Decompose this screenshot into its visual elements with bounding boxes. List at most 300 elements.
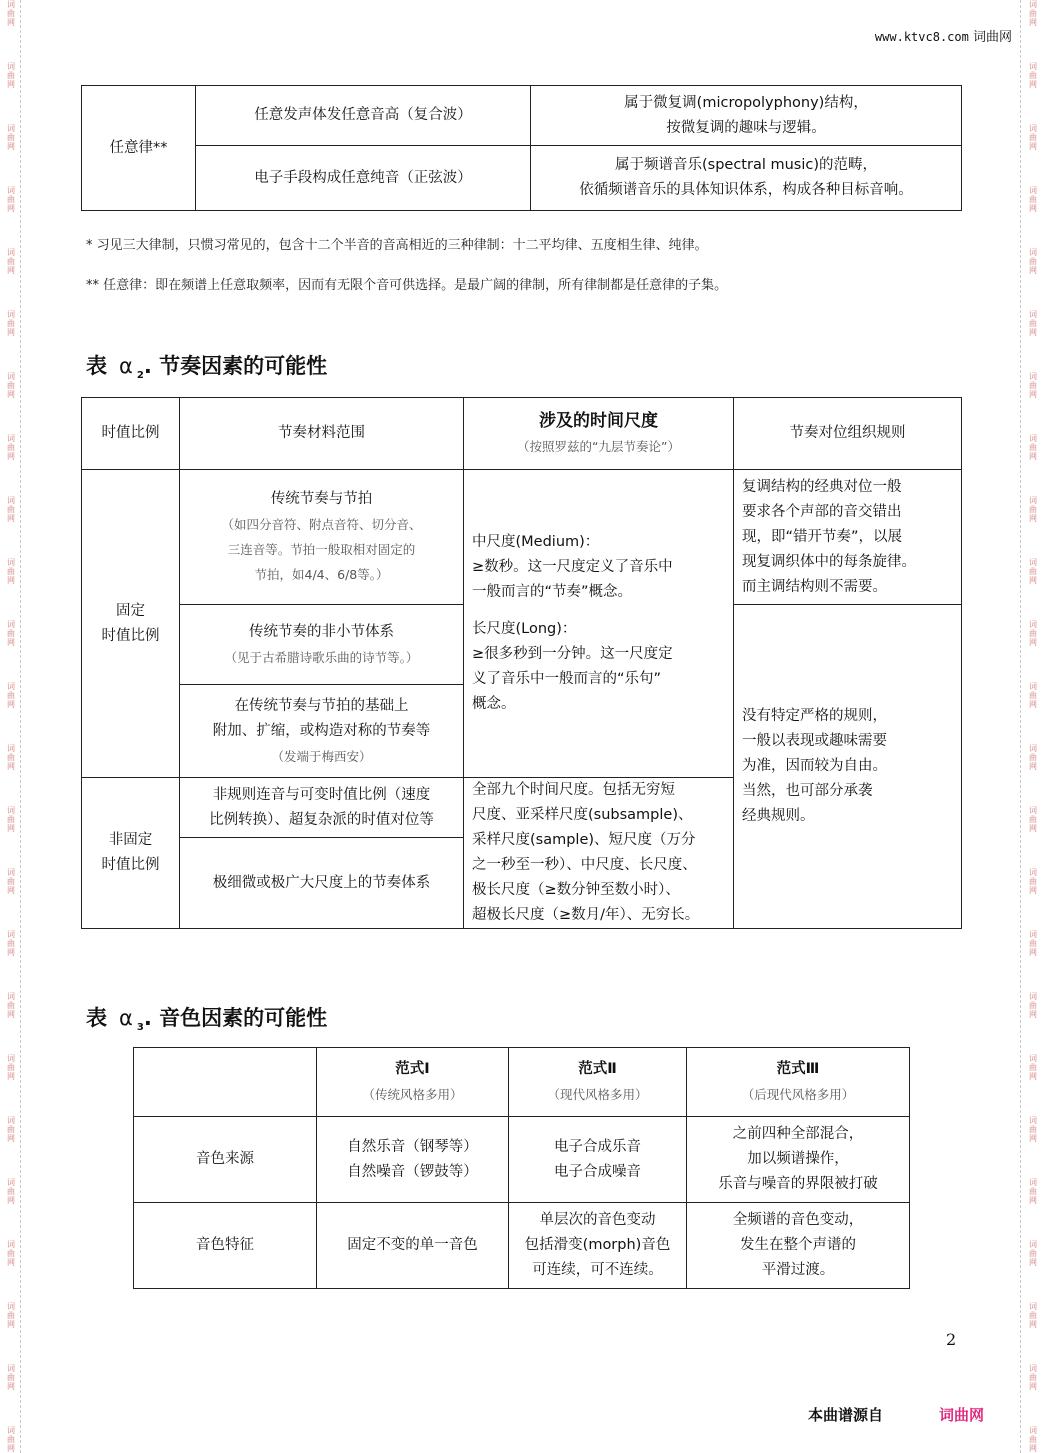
- watermark-group: [4, 0, 18, 62]
- watermark-char: 词: [7, 1302, 15, 1311]
- watermark-char: 网: [7, 328, 15, 337]
- watermark-char: 曲: [1029, 195, 1037, 204]
- watermark-group: [4, 186, 18, 248]
- watermark-char: 词: [1029, 248, 1037, 257]
- watermark-char: 曲: [1029, 1125, 1037, 1134]
- section-title-timbre: [86, 1002, 327, 1033]
- title-subscript: 2: [136, 370, 144, 382]
- table-cell: 电子手段构成任意纯音（正弦波）: [196, 146, 531, 211]
- watermark-char: 词: [7, 372, 15, 381]
- watermark-char: 词: [7, 868, 15, 877]
- title-text: . 节奏因素的可能性: [143, 354, 328, 378]
- watermark-char: 网: [7, 266, 15, 275]
- watermark-char: 曲: [1029, 567, 1037, 576]
- watermark-char: 词: [7, 434, 15, 443]
- watermark-group: [4, 124, 18, 186]
- watermark-char: 词: [1029, 682, 1037, 691]
- title-alpha: α: [119, 1006, 133, 1030]
- watermark-group: [4, 930, 18, 992]
- watermark-char: 曲: [1029, 1435, 1037, 1444]
- cell-line: 包括滑变(morph)音色: [524, 1237, 671, 1253]
- watermark-char: 网: [1029, 1010, 1037, 1019]
- title-alpha: α: [119, 354, 133, 378]
- material-extreme-scale: 极细微或极广大尺度上的节奏体系: [180, 838, 464, 929]
- watermark-char: 曲: [7, 1249, 15, 1258]
- cell-line: 可连续，可不连续。: [532, 1262, 663, 1278]
- time-scale-medium-long: [464, 470, 734, 778]
- cell-line: 全部九个时间尺度。包括无穷短: [472, 782, 675, 798]
- watermark-char: 词: [1029, 992, 1037, 1001]
- cell-line: 传统节奏的非小节体系: [249, 623, 394, 640]
- cell-line: 中尺度(Medium)：: [472, 534, 600, 550]
- cell-line: 乐音与噪音的界限被打破: [718, 1176, 878, 1192]
- watermark-group: [4, 1240, 18, 1302]
- watermark-char: 词: [1029, 806, 1037, 815]
- cell-line: 非固定: [108, 832, 153, 848]
- watermark-char: 曲: [1029, 1187, 1037, 1196]
- watermark-char: 曲: [1029, 505, 1037, 514]
- header-time-scale-note: （按照罗兹的“九层节奏论”）: [517, 438, 680, 454]
- cell-line: 属于频谱音乐(spectral music)的范畴，: [614, 157, 877, 173]
- watermark-char: 曲: [7, 567, 15, 576]
- watermark-char: 曲: [1029, 629, 1037, 638]
- watermark-group: [4, 1116, 18, 1178]
- watermark-group: [4, 1364, 18, 1426]
- source-label: 本曲谱源自: [808, 1406, 884, 1424]
- watermark-char: 词: [7, 1426, 15, 1435]
- watermark-group: [1026, 372, 1040, 434]
- watermark-char: 曲: [7, 319, 15, 328]
- watermark-char: 词: [7, 248, 15, 257]
- cell-line: （发端于梅西安）: [271, 748, 372, 764]
- watermark-char: 网: [1029, 204, 1037, 213]
- table-cell: [531, 86, 962, 146]
- watermark-group: [4, 496, 18, 558]
- watermark-char: 网: [7, 1134, 15, 1143]
- watermark-group: [1026, 620, 1040, 682]
- watermark-char: 网: [1029, 1444, 1037, 1453]
- watermark-group: [1026, 0, 1040, 62]
- watermark-char: 词: [1029, 496, 1037, 505]
- cell-line: 范式Ⅲ: [776, 1061, 820, 1077]
- watermark-char: 词: [7, 558, 15, 567]
- cell-line: 一般以表现或趣味需要: [742, 733, 887, 749]
- watermark-char: 网: [7, 204, 15, 213]
- watermark-char: 曲: [1029, 1249, 1037, 1258]
- watermark-char: 曲: [7, 1063, 15, 1072]
- watermark-char: 曲: [1029, 1311, 1037, 1320]
- watermark-char: 曲: [7, 443, 15, 452]
- cell-line: 按微复调的趣味与逻辑。: [666, 119, 826, 136]
- watermark-char: 网: [1029, 1382, 1037, 1391]
- arbitrary-temperament-label: 任意律**: [82, 86, 196, 211]
- watermark-char: 网: [7, 638, 15, 647]
- watermark-group: [1026, 682, 1040, 744]
- watermark-group: [4, 1426, 18, 1453]
- watermark-char: 曲: [7, 877, 15, 886]
- watermark-char: 曲: [1029, 1063, 1037, 1072]
- watermark-char: 词: [7, 806, 15, 815]
- table-cell: [509, 1117, 687, 1203]
- watermark-char: 网: [7, 80, 15, 89]
- watermark-char: 词: [1029, 1426, 1037, 1435]
- watermark-char: 词: [7, 682, 15, 691]
- cell-line: 自然乐音（钢琴等）: [347, 1138, 478, 1155]
- watermark-char: 曲: [1029, 319, 1037, 328]
- header-time-scale-title: 涉及的时间尺度: [539, 410, 658, 431]
- watermark-group: [4, 434, 18, 496]
- watermark-char: 曲: [7, 1435, 15, 1444]
- watermark-char: 词: [1029, 1302, 1037, 1311]
- watermark-group: [1026, 744, 1040, 806]
- watermark-char: 网: [1029, 1258, 1037, 1267]
- watermark-group: [4, 62, 18, 124]
- watermark-char: 网: [7, 886, 15, 895]
- watermark-char: 网: [1029, 514, 1037, 523]
- watermark-char: 词: [7, 1364, 15, 1373]
- cell-line: 为准，因而较为自由。: [742, 758, 887, 774]
- rule-free: [734, 605, 962, 929]
- temperament-table-continued: [81, 85, 962, 211]
- cell-line: 传统节奏与节拍: [270, 491, 373, 507]
- fixed-ratio-label: [82, 470, 180, 778]
- cell-line: 全频谱的音色变动，: [732, 1212, 864, 1228]
- watermark-group: [1026, 992, 1040, 1054]
- watermark-char: 词: [1029, 434, 1037, 443]
- header-paradigm-2: [509, 1048, 687, 1117]
- watermark-char: 网: [1029, 886, 1037, 895]
- watermark-char: 词: [1029, 744, 1037, 753]
- time-scale-all-nine: [464, 778, 734, 929]
- cell-line: 一般而言的“节奏”概念。: [472, 584, 633, 600]
- watermark-char: 词: [7, 124, 15, 133]
- watermark-char: 词: [7, 1240, 15, 1249]
- table-cell: [687, 1117, 910, 1203]
- header-paradigm-1: [317, 1048, 509, 1117]
- cell-line: 节拍，如4/4、6/8等。）: [254, 567, 389, 582]
- table-cell: [687, 1203, 910, 1289]
- cell-line: 而主调结构则不需要。: [742, 578, 887, 595]
- cell-line: 现，即“错开节奏”，以展: [742, 528, 903, 545]
- watermark-char: 曲: [1029, 877, 1037, 886]
- watermark-group: [1026, 248, 1040, 310]
- cell-line: 极长尺度（≥数分钟至数小时）、: [472, 882, 680, 898]
- watermark-char: 网: [7, 576, 15, 585]
- cell-line: 现复调织体中的每条旋律。: [742, 553, 916, 570]
- watermark-char: 网: [7, 452, 15, 461]
- watermark-char: 词: [7, 1116, 15, 1125]
- cell-line: 长尺度(Long)：: [472, 621, 577, 637]
- watermark-char: 曲: [1029, 257, 1037, 266]
- watermark-char: 网: [1029, 824, 1037, 833]
- watermark-group: [4, 1302, 18, 1364]
- watermark-char: 词: [7, 496, 15, 505]
- watermark-char: 曲: [7, 939, 15, 948]
- watermark-group: [4, 310, 18, 372]
- watermark-char: 词: [1029, 62, 1037, 71]
- cell-line: 范式Ⅱ: [578, 1061, 617, 1077]
- watermark-char: 词: [1029, 620, 1037, 629]
- watermark-group: [1026, 1054, 1040, 1116]
- material-irregular: [180, 778, 464, 838]
- watermark-char: 词: [7, 992, 15, 1001]
- watermark-char: 词: [7, 744, 15, 753]
- watermark-group: [1026, 558, 1040, 620]
- watermark-char: 曲: [1029, 815, 1037, 824]
- watermark-group: [4, 1054, 18, 1116]
- watermark-group: [1026, 930, 1040, 992]
- cell-line: 没有特定严格的规则，: [742, 708, 887, 724]
- watermark-char: 词: [1029, 1054, 1037, 1063]
- watermark-char: 曲: [1029, 939, 1037, 948]
- watermark-group: [4, 558, 18, 620]
- cell-line: 超极长尺度（≥数月/年）、无穷长。: [472, 907, 700, 923]
- table-cell: [317, 1117, 509, 1203]
- cell-line: 非规则连音与可变时值比例（速度: [212, 786, 431, 803]
- watermark-char: 网: [7, 762, 15, 771]
- watermark-group: [1026, 310, 1040, 372]
- cell-line: 依循频谱音乐的具体知识体系，构成各种目标音响。: [579, 182, 913, 198]
- watermark-char: 曲: [1029, 1001, 1037, 1010]
- watermark-char: 网: [1029, 1320, 1037, 1329]
- watermark-char: 曲: [1029, 753, 1037, 762]
- table-cell: [531, 146, 962, 211]
- watermark-char: 词: [7, 186, 15, 195]
- header-material: 节奏材料范围: [180, 398, 464, 470]
- watermark-char: 曲: [7, 1125, 15, 1134]
- watermark-group: [1026, 806, 1040, 868]
- cell-line: 自然噪音（锣鼓等）: [347, 1163, 478, 1180]
- cell-line: 经典规则。: [742, 808, 815, 824]
- watermark-char: 词: [7, 310, 15, 319]
- cell-line: 时值比例: [101, 627, 160, 644]
- watermark-char: 网: [7, 948, 15, 957]
- watermark-char: 词: [1029, 1364, 1037, 1373]
- watermark-char: 网: [7, 824, 15, 833]
- header-ratio: 时值比例: [82, 398, 180, 470]
- title-text: . 音色因素的可能性: [143, 1006, 328, 1030]
- watermark-char: 网: [1029, 1072, 1037, 1081]
- watermark-char: 曲: [7, 629, 15, 638]
- watermark-group: [4, 620, 18, 682]
- watermark-char: 网: [1029, 1196, 1037, 1205]
- cell-line: 平滑过渡。: [761, 1262, 835, 1278]
- watermark-char: 曲: [7, 257, 15, 266]
- rule-classic-counterpoint: [734, 470, 962, 605]
- material-traditional: [180, 470, 464, 605]
- watermark-char: 曲: [1029, 1373, 1037, 1382]
- watermark-char: 网: [1029, 328, 1037, 337]
- site-url[interactable]: www.ktvc8.com: [874, 30, 969, 44]
- section-title-rhythm: [86, 350, 327, 381]
- cell-line: （现代风格多用）: [547, 1087, 648, 1102]
- watermark-char: 曲: [7, 505, 15, 514]
- left-margin-dashed-line: [20, 0, 21, 1453]
- watermark-char: 网: [1029, 18, 1037, 27]
- cell-line: 比例转换）、超复杂派的时值对位等: [209, 811, 434, 828]
- footnote-1: * 习见三大律制，只惯习常见的，包含十二个半音的音高相近的三种律制：十二平均律、五度相生律、纯律。: [86, 238, 708, 253]
- watermark-char: 网: [7, 1320, 15, 1329]
- watermark-group: [1026, 868, 1040, 930]
- cell-line: 加以频谱操作，: [747, 1151, 849, 1167]
- cell-line: 义了音乐中一般而言的“乐句”: [472, 671, 662, 687]
- watermark-group: [1026, 1426, 1040, 1453]
- cell-line: ≥很多秒到一分钟。这一尺度定: [472, 646, 673, 662]
- watermark-group: [1026, 1364, 1040, 1426]
- cell-line: （后现代风格多用）: [741, 1087, 855, 1102]
- left-margin-watermark: [4, 0, 18, 1453]
- site-header[interactable]: [875, 26, 1012, 45]
- watermark-char: 词: [7, 930, 15, 939]
- watermark-char: 词: [1029, 558, 1037, 567]
- watermark-char: 曲: [1029, 443, 1037, 452]
- watermark-char: 词: [1029, 1116, 1037, 1125]
- watermark-char: 曲: [7, 381, 15, 390]
- empty-corner-cell: [134, 1048, 317, 1117]
- row-label-timbre-feature: 音色特征: [134, 1203, 317, 1289]
- site-name[interactable]: 词曲网: [972, 30, 1012, 45]
- watermark-group: [1026, 124, 1040, 186]
- watermark-char: 网: [7, 18, 15, 27]
- watermark-char: 词: [1029, 0, 1037, 9]
- watermark-char: 曲: [7, 1373, 15, 1382]
- watermark-char: 网: [7, 1196, 15, 1205]
- timbre-table: [133, 1047, 910, 1289]
- title-subscript: 3: [136, 1022, 144, 1034]
- material-non-bar: [180, 605, 464, 685]
- watermark-char: 曲: [1029, 9, 1037, 18]
- watermark-char: 网: [1029, 266, 1037, 275]
- watermark-char: 网: [7, 1258, 15, 1267]
- watermark-char: 网: [7, 1444, 15, 1453]
- cell-line: 电子合成噪音: [554, 1163, 641, 1180]
- watermark-char: 词: [1029, 930, 1037, 939]
- watermark-char: 曲: [1029, 71, 1037, 80]
- cell-line: 之前四种全部混合，: [732, 1126, 864, 1142]
- footnote-2: ** 任意律：即在频谱上任意取频率，因而有无限个音可供选择。是最广阔的律制，所有律制都是任意律的子集。: [86, 278, 728, 293]
- header-time-scale: [464, 398, 734, 470]
- watermark-char: 曲: [7, 71, 15, 80]
- right-margin-dashed-line: [1020, 0, 1021, 1453]
- watermark-char: 词: [1029, 868, 1037, 877]
- cell-line: 电子合成乐音: [554, 1138, 641, 1155]
- table-cell: 固定不变的单一音色: [317, 1203, 509, 1289]
- watermark-char: 曲: [7, 753, 15, 762]
- cell-line: ≥数秒。这一尺度定义了音乐中: [472, 559, 673, 575]
- header-paradigm-3: [687, 1048, 910, 1117]
- watermark-group: [4, 372, 18, 434]
- source-brand-link[interactable]: 词曲网: [939, 1406, 985, 1424]
- watermark-char: 曲: [7, 1311, 15, 1320]
- watermark-char: 网: [7, 700, 15, 709]
- watermark-char: 网: [1029, 1134, 1037, 1143]
- watermark-char: 词: [1029, 372, 1037, 381]
- watermark-char: 词: [1029, 1178, 1037, 1187]
- watermark-char: 曲: [1029, 133, 1037, 142]
- cell-line: （传统风格多用）: [362, 1087, 463, 1102]
- cell-line: 单层次的音色变动: [539, 1212, 656, 1228]
- right-margin-watermark: [1026, 0, 1040, 1453]
- watermark-group: [1026, 434, 1040, 496]
- watermark-char: 词: [1029, 124, 1037, 133]
- watermark-char: 网: [1029, 80, 1037, 89]
- watermark-char: 网: [7, 390, 15, 399]
- watermark-group: [4, 744, 18, 806]
- watermark-char: 网: [1029, 390, 1037, 399]
- watermark-group: [1026, 186, 1040, 248]
- watermark-group: [4, 806, 18, 868]
- non-fixed-ratio-label: [82, 778, 180, 929]
- watermark-group: [1026, 496, 1040, 558]
- watermark-group: [1026, 1240, 1040, 1302]
- cell-line: 概念。: [472, 696, 516, 712]
- cell-line: 要求各个声部的音交错出: [742, 503, 902, 520]
- cell-line: 之一秒至一秒）、中尺度、长尺度、: [472, 857, 697, 873]
- watermark-char: 网: [7, 142, 15, 151]
- watermark-group: [4, 868, 18, 930]
- material-additive: [180, 685, 464, 778]
- cell-line: （如四分音符、附点音符、切分音、: [221, 517, 422, 532]
- watermark-group: [4, 1178, 18, 1240]
- watermark-char: 曲: [1029, 381, 1037, 390]
- watermark-char: 网: [7, 1010, 15, 1019]
- watermark-char: 曲: [7, 133, 15, 142]
- watermark-char: 网: [1029, 948, 1037, 957]
- watermark-char: 网: [1029, 638, 1037, 647]
- footer-source[interactable]: [808, 1404, 984, 1425]
- rhythm-table: [81, 397, 962, 929]
- header-rule: 节奏对位组织规则: [734, 398, 962, 470]
- table-cell: 任意发声体发任意音高（复合波）: [196, 86, 531, 146]
- watermark-group: [1026, 1178, 1040, 1240]
- row-label-timbre-source: 音色来源: [134, 1117, 317, 1203]
- page-number: 2: [946, 1330, 957, 1349]
- watermark-char: 词: [7, 1178, 15, 1187]
- watermark-group: [4, 682, 18, 744]
- watermark-char: 词: [1029, 310, 1037, 319]
- watermark-char: 网: [7, 1382, 15, 1391]
- watermark-char: 词: [7, 1054, 15, 1063]
- cell-line: 在传统节奏与节拍的基础上: [234, 697, 409, 714]
- watermark-char: 曲: [7, 9, 15, 18]
- table-cell: [509, 1203, 687, 1289]
- cell-line: （见于古希腊诗歌乐曲的诗节等。）: [224, 649, 419, 665]
- watermark-char: 词: [7, 62, 15, 71]
- watermark-char: 网: [1029, 762, 1037, 771]
- cell-line: 固定: [116, 602, 145, 619]
- watermark-char: 词: [7, 620, 15, 629]
- watermark-char: 词: [1029, 1240, 1037, 1249]
- cell-line: 尺度、亚采样尺度(subsample)、: [472, 807, 693, 823]
- watermark-char: 网: [1029, 576, 1037, 585]
- watermark-group: [4, 248, 18, 310]
- title-prefix: 表: [86, 1006, 107, 1030]
- watermark-char: 词: [7, 0, 15, 9]
- cell-line: 复调结构的经典对位一般: [742, 478, 902, 495]
- watermark-char: 曲: [7, 195, 15, 204]
- cell-line: 发生在整个声谱的: [740, 1237, 856, 1253]
- watermark-group: [1026, 62, 1040, 124]
- watermark-char: 词: [1029, 186, 1037, 195]
- cell-line: 附加、扩缩，或构造对称的节奏等: [212, 722, 431, 739]
- watermark-char: 曲: [7, 1187, 15, 1196]
- watermark-char: 网: [1029, 700, 1037, 709]
- watermark-group: [4, 992, 18, 1054]
- watermark-char: 网: [7, 514, 15, 523]
- cell-line: 时值比例: [101, 857, 160, 873]
- watermark-char: 网: [7, 1072, 15, 1081]
- cell-line: 当然，也可部分承袭: [742, 783, 873, 799]
